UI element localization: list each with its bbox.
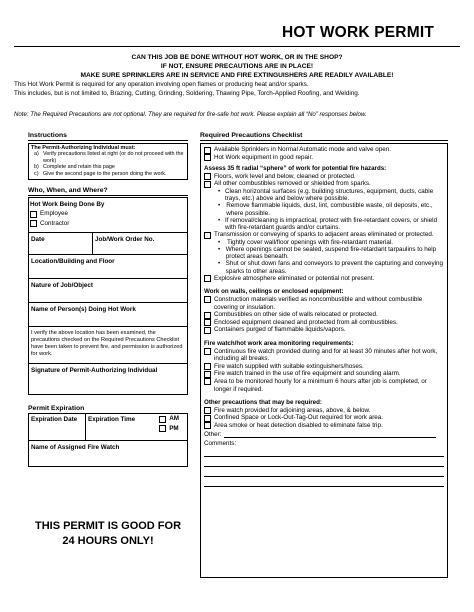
checklist-item[interactable]: Enclosed equipment cleaned and protected from all combustibles. <box>204 319 444 327</box>
checklist-item[interactable]: Construction materials verified as noncombustible and without combustible covering or insulation. <box>204 296 444 311</box>
warning-line-1: CAN THIS JOB BE DONE WITHOUT HOT WORK, OR IN THE SHOP? <box>131 54 343 61</box>
checkbox[interactable] <box>204 422 211 429</box>
bullet-item: • Tightly cover wall/floor openings with fire-retardant material. <box>218 238 394 246</box>
instructions-heading: The Permit-Authorizing Individual must: <box>31 145 136 151</box>
checkbox[interactable] <box>204 232 211 239</box>
watch-heading: Fire watch/hot work area monitoring requirements: <box>204 339 354 347</box>
expiration-date-label: Expiration Date <box>31 416 78 424</box>
bullet-item: • If removal/cleaning is impractical, protect with fire-retardant covers, or shield with fire-retardant guards and/or curtains. <box>218 216 438 231</box>
checklist-item[interactable]: Fire watch trained in the use of fire equipment and sounding alarm. <box>204 370 444 378</box>
checkbox[interactable] <box>204 181 211 188</box>
comments-label: Comments: <box>204 440 237 448</box>
location-field[interactable] <box>29 255 187 279</box>
expiration-box <box>28 413 188 467</box>
persons-field[interactable] <box>29 303 187 327</box>
employee-label: Employee <box>40 210 69 218</box>
checkbox[interactable] <box>204 371 211 378</box>
checklist-item[interactable]: Area smoke or heat detection disabled to eliminate false trip. <box>204 422 444 430</box>
good-for-line-1: THIS PERMIT IS GOOD FOR <box>34 520 182 532</box>
am-option[interactable] <box>159 415 179 423</box>
radius-heading: Assess 35 ft radial “sphere” of work for potential fire hazards: <box>204 165 387 173</box>
instruction-item: a) Verify precautions listed at right (or do not proceed with the work) <box>34 151 184 164</box>
bullet-item: • Clean horizontal surfaces (e.g. building structures, equipment, ducts, cable trays, etc.) above and below where possible. <box>218 187 434 203</box>
pm-option[interactable] <box>159 425 179 433</box>
warning-line-3: MAKE SURE SPRINKLERS ARE IN SERVICE AND FIRE EXTINGUISHERS ARE READILY AVAILABLE! <box>80 72 394 79</box>
checkbox[interactable] <box>204 154 211 161</box>
checklist-item[interactable]: Continuous fire watch provided during and for at least 30 minutes after hot work, including all breaks. <box>204 348 444 363</box>
checklist-item[interactable]: Fire watch supplied with suitable extinguishers/hoses. <box>204 363 444 371</box>
comment-line[interactable] <box>204 457 444 467</box>
hot-work-by-label: Hot Work Being Done By <box>30 201 105 209</box>
bullet-item: • Remove flammable liquids, dust, lint, combustible waste, oil deposits, etc., where possible. <box>218 202 433 217</box>
checkbox[interactable] <box>204 147 211 154</box>
expiration-title: Permit Expiration <box>28 405 85 413</box>
bullet-item: • Shut or shut down fans and conveyors to prevent the capturing and conveying sparks to other areas. <box>218 260 444 275</box>
signature-field[interactable] <box>29 364 187 394</box>
who-title: Who, When, and Where? <box>28 187 188 196</box>
intro-line-1: This Hot Work Permit is required for any operation involving open flames or producing heat and/or sparks. <box>14 81 309 88</box>
date-order-row <box>29 233 187 255</box>
other-input-line[interactable] <box>224 431 437 438</box>
expiration-date-field[interactable] <box>29 414 86 440</box>
checklist-item[interactable]: Combustibles on other side of walls relocated or protected. <box>204 311 444 319</box>
other-row <box>204 431 444 438</box>
expiration-row <box>29 414 187 441</box>
who-box <box>28 197 188 395</box>
good-for-line-2: 24 HOURS ONLY! <box>62 535 154 547</box>
checklist-column <box>200 132 448 578</box>
checkbox[interactable] <box>204 296 211 303</box>
verify-statement: I verify the above location has been examined, the precautions checked on the Required Precautions Checklist have been taken to prevent fire, and permission is authorized for work. <box>29 327 187 364</box>
am-label: AM <box>169 415 179 423</box>
fire-watch-name-label: Name of Assigned Fire Watch <box>31 444 120 452</box>
checkbox[interactable] <box>204 173 211 180</box>
am-checkbox[interactable] <box>159 416 166 423</box>
instructions-list <box>31 151 185 177</box>
nature-label: Nature of Job/Object <box>31 282 93 290</box>
checklist-item[interactable]: Confined Space or Lock-Out-Tag-Out required for work area. <box>204 414 444 422</box>
pm-checkbox[interactable] <box>159 425 166 432</box>
checkbox[interactable] <box>204 327 211 334</box>
instructions-title: Instructions <box>28 132 188 141</box>
signature-label: Signature of Permit-Authorizing Individual <box>31 367 158 375</box>
expiration-time-field[interactable] <box>86 414 187 440</box>
comment-line[interactable] <box>204 467 444 477</box>
nature-field[interactable] <box>29 279 187 303</box>
checkbox[interactable] <box>204 415 211 422</box>
warning-line-2: IF NOT, ENSURE PRECAUTIONS ARE IN PLACE! <box>160 63 314 70</box>
checklist-box <box>200 143 448 578</box>
instruction-item: b) Complete and retain this page <box>34 164 115 171</box>
bullet-item: • Where openings cannot be sealed, suspend fire-retardant tarpaulins to help protect areas beneath. <box>218 245 437 261</box>
employee-checkbox[interactable] <box>30 211 37 218</box>
checklist-item[interactable]: Transmission or conveying of sparks to adjacent areas eliminated or protected. <box>204 231 444 239</box>
checklist-item[interactable]: Explosive atmosphere eliminated or potential not present. <box>204 275 444 283</box>
expiration-time-label: Expiration Time <box>88 416 136 424</box>
comment-line[interactable] <box>204 447 444 457</box>
hot-work-by-field <box>29 198 187 233</box>
checkbox[interactable] <box>204 348 211 355</box>
checkbox[interactable] <box>204 275 211 282</box>
good-for-notice <box>28 519 188 549</box>
ampm-group <box>159 415 179 432</box>
pm-label: PM <box>169 424 179 432</box>
walls-heading: Work on walls, ceilings or enclosed equipment: <box>204 288 344 296</box>
instruction-item: c) Give the second page to the person doing the work. <box>34 170 167 177</box>
permit-title: HOT WORK PERMIT <box>282 24 434 41</box>
checklist-item[interactable]: Floors, work level and below, cleaned or protected. <box>204 173 444 181</box>
fire-watch-name-field[interactable] <box>29 441 187 466</box>
checklist-title: Required Precautions Checklist <box>200 132 448 141</box>
checkbox[interactable] <box>204 312 211 319</box>
date-field[interactable] <box>29 233 93 254</box>
employee-option[interactable] <box>30 210 187 218</box>
order-no-field[interactable] <box>93 233 187 254</box>
order-no-label: Job/Work Order No. <box>95 236 155 244</box>
checklist-item[interactable]: Hot Work equipment in good repair. <box>204 154 444 162</box>
checkbox[interactable] <box>204 407 211 414</box>
checkbox[interactable] <box>204 319 211 326</box>
checklist-item[interactable]: Fire watch provided for adjoining areas, above, & below. <box>204 407 444 415</box>
intro-line-2: This includes, but is not limited to, Brazing, Cutting, Grinding, Soldering, Thawing Pipe, Torch-Applied Roofing, and Welding. <box>14 90 360 97</box>
other-heading: Other precautions that may be required: <box>204 399 322 407</box>
other-label: Other: <box>204 431 222 439</box>
contractor-label: Contractor <box>40 219 70 227</box>
instructions-box <box>28 143 188 180</box>
checkbox[interactable] <box>204 378 211 385</box>
checklist-item[interactable]: Containers purged of flammable liquids/vapors. <box>204 326 444 334</box>
checklist-item[interactable]: Available Sprinklers in Normal Automatic mode and valve open. <box>204 146 444 154</box>
contractor-checkbox[interactable] <box>30 220 37 227</box>
note-text: Note: The Required Precautions are not optional. They are required for fire-safe hot work. Please explain all “No” responses below. <box>14 111 367 118</box>
date-label: Date <box>31 236 45 244</box>
persons-label: Name of Person(s) Doing Hot Work <box>31 306 136 314</box>
left-column <box>28 132 188 467</box>
title-rule <box>14 46 460 47</box>
checklist-item[interactable]: Area to be monitored hourly for a minimum 6 hours after job is completed, or longer if required. <box>204 378 444 393</box>
checkbox[interactable] <box>204 363 211 370</box>
contractor-option[interactable] <box>30 220 187 228</box>
location-label: Location/Building and Floor <box>31 258 115 266</box>
comment-line[interactable] <box>204 477 444 487</box>
checklist-item[interactable]: All other combustibles removed or shielded from sparks. <box>204 180 444 188</box>
